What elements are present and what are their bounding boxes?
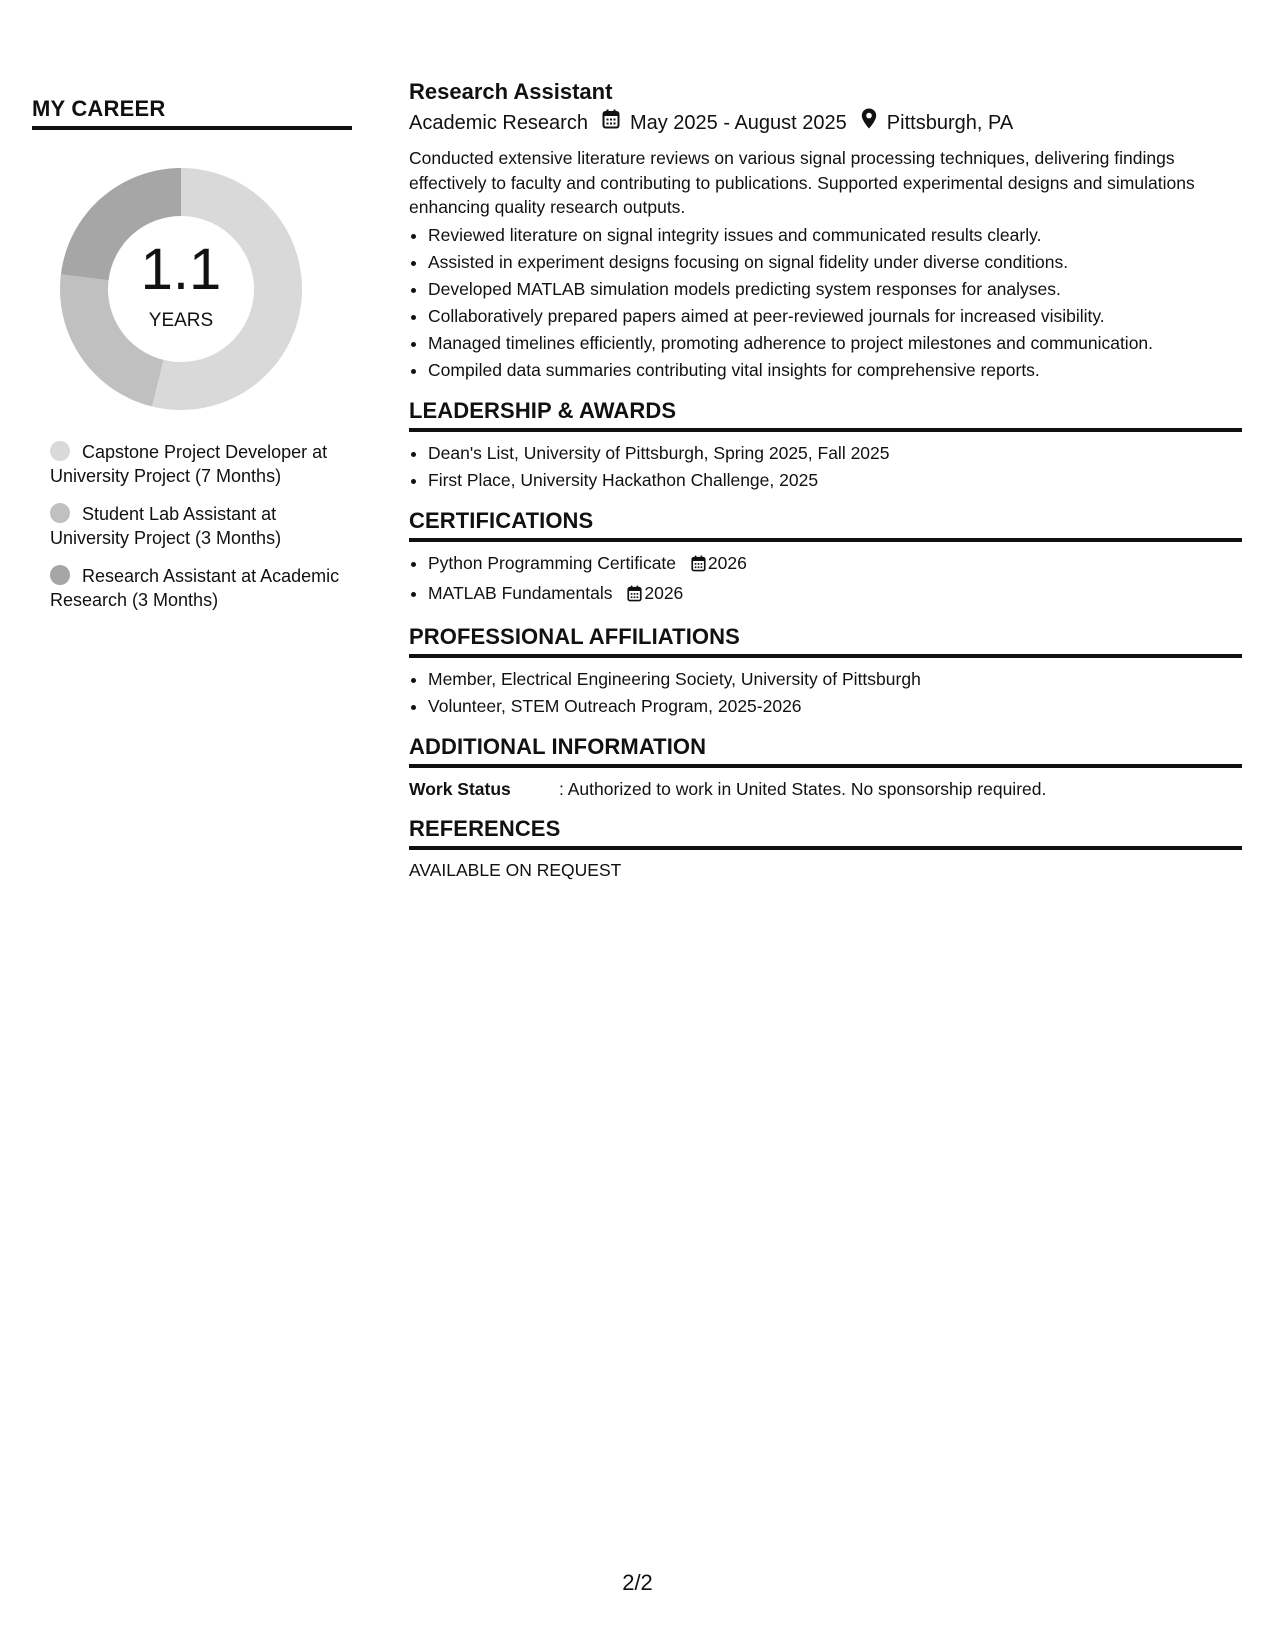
legend-label: Capstone Project Developer at University Project (7 Months) <box>50 442 328 486</box>
job-meta <box>409 108 1242 138</box>
list-item <box>428 550 1242 580</box>
affiliations-list <box>409 666 1242 720</box>
job-description: Conducted extensive literature reviews on various signal processing techniques, delivering findings effectively to faculty and contributing to publications. Supported experimental designs and simulations enhancing quality research outputs. <box>409 148 1195 217</box>
legend-dot <box>50 503 70 523</box>
certification-year: 2026 <box>707 552 747 573</box>
certification-name: MATLAB Fundamentals <box>428 582 613 603</box>
legend-label: Research Assistant at Academic Research (3 Months) <box>50 566 340 610</box>
affiliations-section <box>409 624 1242 720</box>
leadership-section <box>409 398 1242 494</box>
total-years-value: 1.1 <box>140 237 222 302</box>
job-company: Academic Research <box>409 112 588 134</box>
list-item: • First Place, University Hackathon Challenge, 2025 <box>428 467 1242 494</box>
legend-item <box>50 440 352 488</box>
references-text: AVAILABLE ON REQUEST <box>409 859 622 880</box>
additional-info-section <box>409 734 1242 802</box>
list-item: • Member, Electrical Engineering Society, University of Pittsburgh <box>428 666 1242 693</box>
legend-item <box>50 564 352 612</box>
list-item: • Developed MATLAB simulation models predicting system responses for analyses. <box>428 276 1242 303</box>
work-status-row <box>409 776 1242 802</box>
section-heading: CERTIFICATIONS <box>409 508 1242 542</box>
list-item: • Managed timelines efficiently, promoting adherence to project milestones and communication. <box>428 330 1242 357</box>
section-heading: PROFESSIONAL AFFILIATIONS <box>409 624 1242 658</box>
job-entry <box>409 78 1242 384</box>
list-item: • Volunteer, STEM Outreach Program, 2025-2026 <box>428 693 1242 720</box>
total-years-unit: YEARS <box>148 310 214 331</box>
page-number: 2/2 <box>622 1570 653 1595</box>
job-bullets <box>409 222 1242 384</box>
certifications-section <box>409 508 1242 610</box>
references-section <box>409 816 1242 881</box>
section-heading: ADDITIONAL INFORMATION <box>409 734 1242 768</box>
work-status-label: Work Status <box>409 778 511 799</box>
legend-item <box>50 502 352 550</box>
list-item: • Compiled data summaries contributing vital insights for comprehensive reports. <box>428 357 1242 384</box>
list-item: • Reviewed literature on signal integrity issues and communicated results clearly. <box>428 222 1242 249</box>
job-title: Research Assistant <box>409 79 613 104</box>
main-content <box>409 78 1242 881</box>
donut-center <box>56 164 306 414</box>
section-heading: LEADERSHIP & AWARDS <box>409 398 1242 432</box>
calendar-icon <box>691 553 706 580</box>
job-dates: May 2025 - August 2025 <box>629 112 847 134</box>
work-status-value: : Authorized to work in United States. No sponsorship required. <box>559 778 1047 799</box>
calendar-icon <box>602 108 620 138</box>
certifications-list <box>409 550 1242 610</box>
list-item: • Assisted in experiment designs focusing on signal fidelity under diverse conditions. <box>428 249 1242 276</box>
list-item: • Dean's List, University of Pittsburgh, Spring 2025, Fall 2025 <box>428 440 1242 467</box>
legend-label: Student Lab Assistant at University Project (3 Months) <box>50 504 282 548</box>
certification-name: Python Programming Certificate <box>428 552 677 573</box>
certification-year: 2026 <box>644 582 684 603</box>
career-legend <box>50 440 352 612</box>
section-heading: REFERENCES <box>409 816 1242 850</box>
leadership-list <box>409 440 1242 494</box>
career-donut-chart <box>56 164 306 414</box>
job-location: Pittsburgh, PA <box>886 112 1014 134</box>
calendar-icon <box>627 583 642 610</box>
career-heading: MY CAREER <box>32 96 352 130</box>
legend-dot <box>50 565 70 585</box>
legend-dot <box>50 441 70 461</box>
list-item: • Collaboratively prepared papers aimed at peer-reviewed journals for increased visibility. <box>428 303 1242 330</box>
map-pin-icon <box>861 108 877 138</box>
list-item <box>428 580 1242 610</box>
career-sidebar <box>32 96 352 626</box>
